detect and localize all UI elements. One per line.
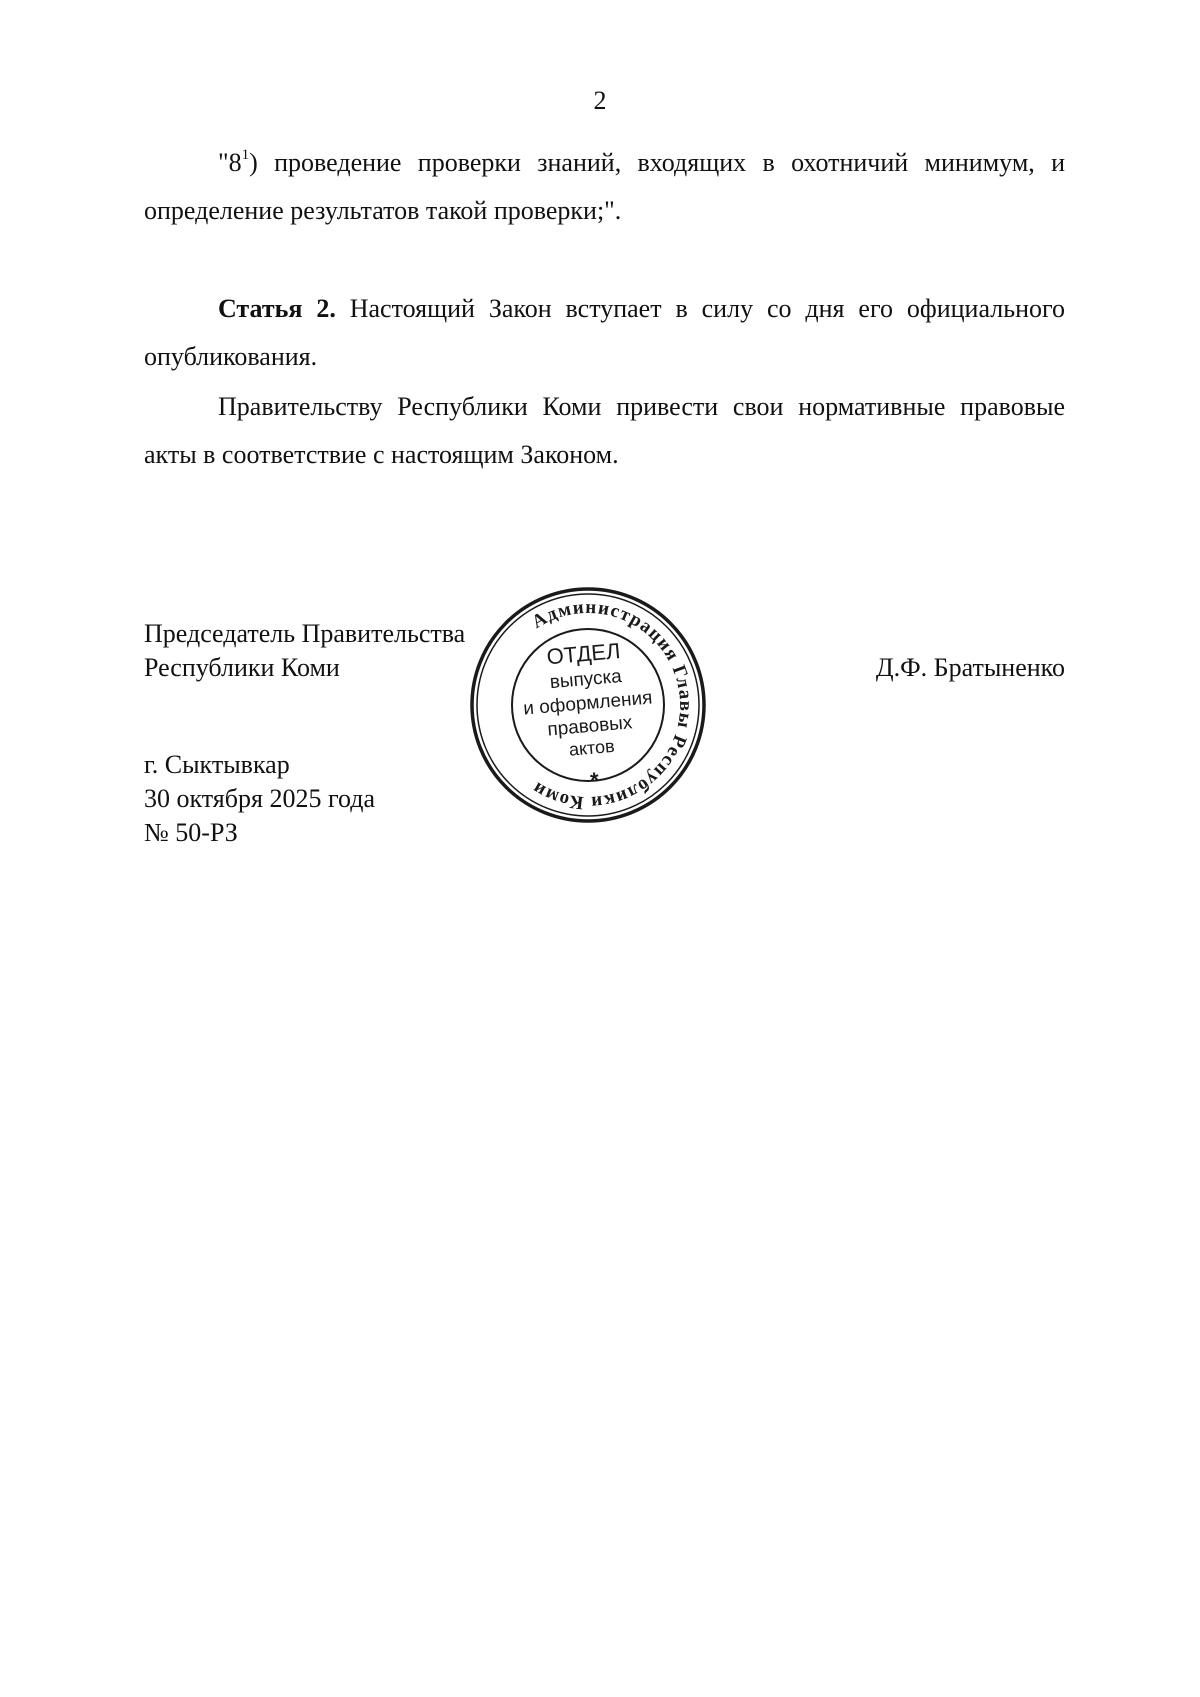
stamp-line-3: и оформления	[522, 687, 654, 720]
article-2-paragraph	[144, 285, 1065, 381]
stamp-star: *	[589, 767, 600, 794]
signatory-title	[144, 617, 465, 685]
signatory-name: Д.Ф. Братыненко	[875, 653, 1065, 682]
place-date-number	[144, 748, 375, 850]
signatory-title-line-2: Республики Коми	[144, 653, 340, 682]
amendment-item-number: "8	[218, 148, 242, 177]
stamp-line-1: ОТДЕЛ	[545, 638, 622, 670]
article-2-label: Статья 2.	[218, 294, 336, 323]
article-2-text: Настоящий Закон вступает в силу со дня его официального опубликования.	[144, 294, 1066, 371]
law-date: 30 октября 2025 года	[144, 784, 375, 813]
amendment-item-text: ) проведение проверки знаний, входящих в охотничий минимум, и определение результатов такой проверки;".	[144, 148, 1065, 225]
stamp-ring-text: Администрация Главы Республики Коми	[528, 596, 697, 814]
official-stamp	[469, 586, 707, 824]
amendment-paragraph	[144, 139, 1065, 235]
government-instruction-paragraph: Правительству Республики Коми привести свои нормативные правовые акты в соответствие с настоящим Законом.	[144, 392, 1065, 469]
stamp-line-5: актов	[568, 735, 616, 760]
stamp-line-2: выпуска	[548, 665, 623, 694]
city: г. Сыктывкар	[144, 750, 290, 779]
page-number: 2	[593, 86, 607, 115]
amendment-item-superscript: 1	[241, 147, 250, 164]
stamp-line-4: правовых	[546, 712, 634, 741]
signatory-title-line-1: Председатель Правительства	[144, 619, 466, 648]
law-number: № 50-РЗ	[144, 818, 238, 847]
